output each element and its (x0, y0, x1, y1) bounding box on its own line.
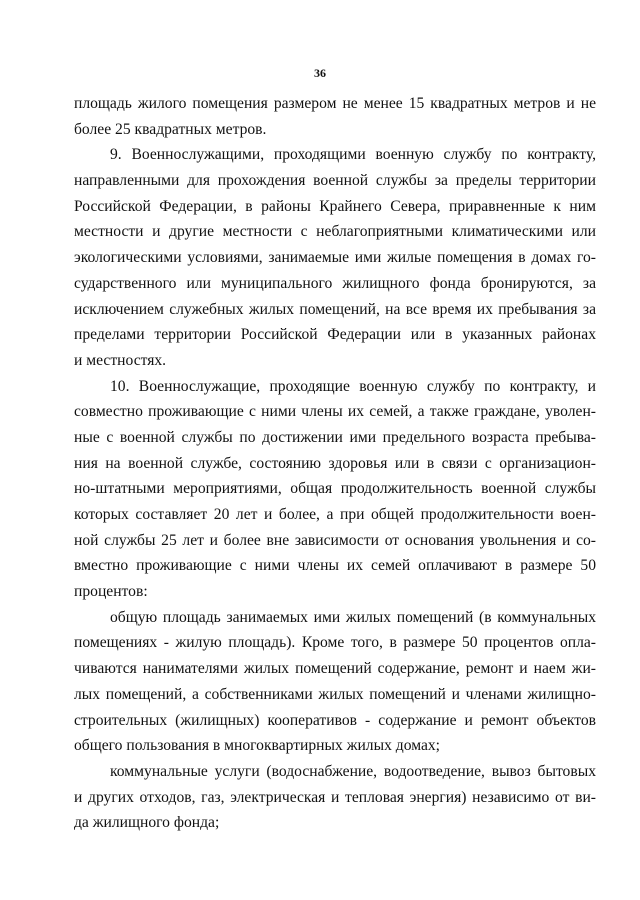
text-line: ния на военной службе, состоянию здоровья или в связи с организацион- (74, 454, 596, 472)
text-line: лых помещений, а собственниками жилых помещений и членами жилищно- (74, 685, 596, 703)
text-line: ные с военной службы по достижении ими предельного возраста пребыва- (74, 428, 596, 446)
text-line: общего пользования в многоквартирных жилых домах; (74, 737, 441, 755)
text-line: экологическими условиями, занимаемые ими жилые помещения в домах го- (74, 249, 596, 267)
text-line: направленными для прохождения военной службы за пределы территории (74, 172, 596, 190)
text-line: вместно проживающие с ними члены их семей оплачивают в размере 50 (74, 557, 596, 575)
text-line: Российской Федерации, в районы Крайнего Севера, приравненные к ним (74, 197, 596, 215)
document-body (74, 91, 596, 836)
text-line: ной службы 25 лет и более вне зависимости от основания увольнения и со- (74, 531, 596, 549)
text-line: строительных (жилищных) кооперативов - содержание и ремонт объектов (74, 711, 596, 729)
text-line: коммунальные услуги (водоснабжение, водоотведение, вывоз бытовых (110, 762, 596, 780)
text-line: исключением служебных жилых помещений, на все время их пребывания за (74, 300, 596, 318)
text-line: помещениях - жилую площадь). Кроме того, в размере 50 процентов опла- (74, 634, 596, 652)
text-line: местности и другие местности с неблагоприятными климатическими или (74, 223, 596, 241)
text-line: чиваются нанимателями жилых помещений содержание, ремонт и наем жи- (74, 660, 596, 678)
text-line: более 25 квадратных метров. (74, 120, 267, 138)
text-line: процентов: (74, 583, 148, 601)
text-line: но-штатными мероприятиями, общая продолжительность военной службы (74, 480, 596, 498)
text-line: площадь жилого помещения размером не менее 15 квадратных метров и не (74, 95, 596, 112)
text-line: и местностях. (74, 351, 167, 369)
text-line: общую площадь занимаемых ими жилых помещений (в коммунальных (110, 608, 596, 626)
text-line: 10. Военнослужащие, проходящие военную службу по контракту, и (110, 377, 596, 395)
text-line: пределами территории Российской Федерации или в указанных районах (74, 326, 596, 344)
text-line: 9. Военнослужащими, проходящими военную службу по контракту, (110, 146, 596, 164)
text-line: сударственного или муниципального жилищного фонда бронируются, за (74, 274, 596, 292)
text-line: да жилищного фонда; (74, 814, 220, 832)
text-line: и других отходов, газ, электрическая и тепловая энергия) независимо от ви- (74, 788, 596, 806)
text-line: которых составляет 20 лет и более, а при общей продолжительности воен- (74, 506, 596, 523)
page-number: 36 (314, 66, 326, 80)
text-line: совместно проживающие с ними члены их семей, а также граждане, уволен- (74, 403, 596, 421)
